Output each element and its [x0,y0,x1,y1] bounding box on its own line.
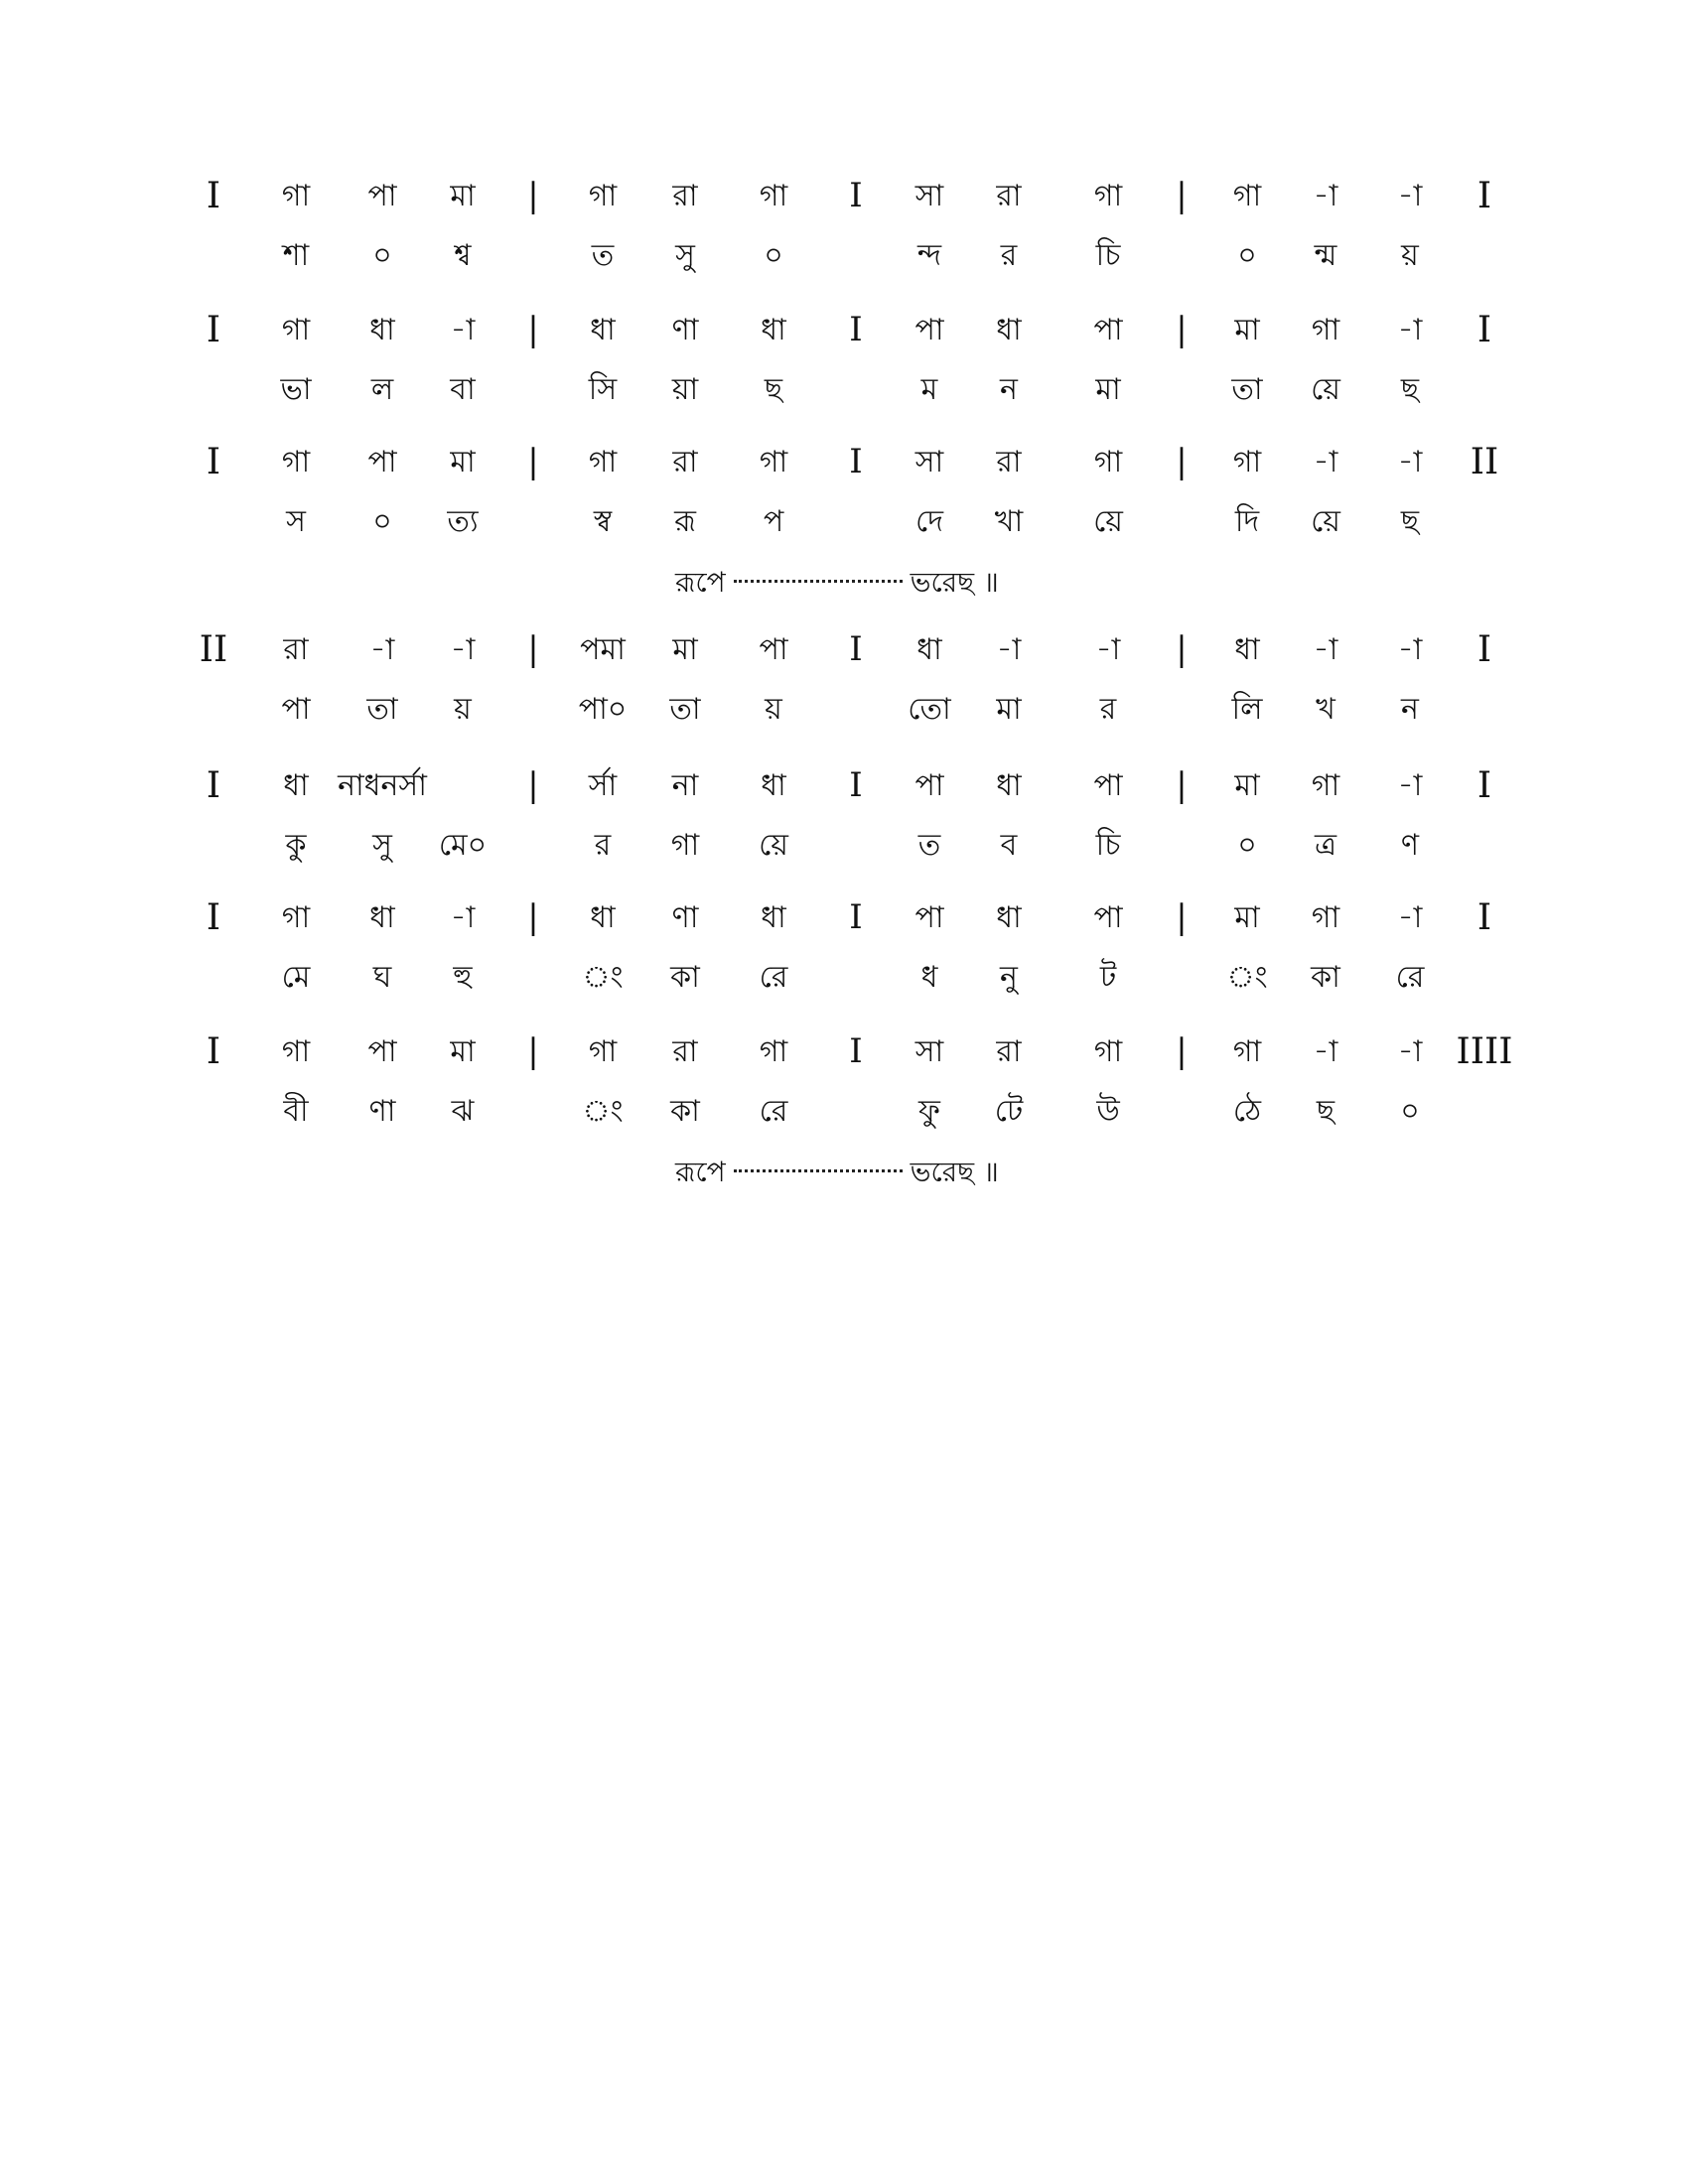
barline: | [1176,310,1188,349]
lyric-syllable: নু [1000,960,1018,995]
refrain-ellipsis [734,580,903,583]
lyric-syllable: ছ [1400,372,1420,407]
barline: I [1477,765,1492,806]
start-barline: I [206,1031,221,1072]
lyric-syllable: তো [908,692,951,727]
lyric-syllable: বা [450,372,476,407]
lyric-syllable: ঘ [372,960,392,995]
note: -া [1397,313,1423,347]
barline: | [1176,629,1188,669]
note: ধা [996,313,1022,347]
barline: | [1176,897,1188,937]
note: ণা [671,900,699,935]
note: গা [1232,1034,1262,1069]
barline: I [849,442,863,481]
refrain-end: ভরেছ ॥ [910,566,999,599]
note: মা [450,179,476,213]
lyric-syllable: কা [1311,960,1340,995]
lyric-syllable: য়ে [1311,504,1340,539]
note: গা [1093,445,1123,479]
lyric-syllable: য়া [671,372,699,407]
lyric-syllable: রূ [674,504,696,539]
note: গা [1093,1034,1123,1069]
lyric-syllable: চি [1095,238,1121,273]
note: রা [996,179,1022,213]
lyric-syllable: কা [670,1094,700,1129]
refrain-line [675,566,999,599]
refrain-end: ভরেছ ॥ [910,1156,999,1188]
note: ধা [761,900,786,935]
note: র্সা [588,768,618,803]
barline: IIII [1456,1031,1513,1072]
lyric-syllable: ০ [372,238,392,273]
lyric-syllable: হু [453,960,473,995]
note: ধা [1234,632,1260,667]
start-barline: I [206,442,221,482]
lyric-syllable: পা০ [578,692,628,727]
note: ধা [590,900,616,935]
note: পা [367,179,397,213]
refrain-line [675,1156,999,1188]
barline: | [1176,176,1188,215]
lyric-syllable: সু [675,238,695,273]
note: ধা [761,768,786,803]
lyric-syllable: ন্দ [916,238,942,273]
barline: | [1176,442,1188,481]
lyric-syllable: র [1000,238,1018,273]
lyric-syllable: ০ [1237,238,1257,273]
lyric-syllable: ধ [920,960,938,995]
barline: | [527,310,539,349]
start-barline: I [206,176,221,216]
note: -া [1313,179,1338,213]
lyric-syllable: মে [281,960,311,995]
lyric-syllable: পা [281,692,311,727]
barline: I [849,310,863,349]
lyric-syllable: র [594,828,612,863]
note: ণা [671,313,699,347]
barline: I [849,176,863,215]
lyric-syllable: ছ [1316,1094,1336,1129]
lyric-syllable: ছ [764,372,783,407]
lyric-syllable: মা [1095,372,1121,407]
note: রা [283,632,309,667]
lyric-syllable: কা [670,960,700,995]
note: ধা [996,900,1022,935]
lyric-syllable: র [1099,692,1117,727]
note: মা [450,1034,476,1069]
lyric-syllable: গা [670,828,700,863]
barline: | [527,442,539,481]
barline: | [527,629,539,669]
note: সা [914,179,944,213]
note: গা [1093,179,1123,213]
lyric-syllable: য়ে [1093,504,1123,539]
lyric-syllable: ণা [368,1094,396,1129]
note: মা [1234,768,1260,803]
lyric-syllable: ট [1099,960,1117,995]
note: -া [450,313,476,347]
barline: | [527,1031,539,1071]
note: পা [759,632,788,667]
lyric-syllable: দে [915,504,943,539]
note: ধা [369,900,395,935]
note: পা [1093,768,1123,803]
lyric-syllable: ত [591,238,615,273]
lyric-syllable: ০ [1237,828,1257,863]
note: গা [588,179,618,213]
lyric-syllable: রে [759,1094,788,1129]
note: গা [1311,900,1340,935]
note: -া [1397,900,1423,935]
lyric-syllable: ব [1000,828,1018,863]
lyric-syllable: য় [1401,238,1419,273]
note: গা [281,1034,311,1069]
lyric-syllable: ত্র [1314,828,1337,863]
note: পা [914,313,944,347]
note: গা [1232,179,1262,213]
lyric-syllable: ণ [1400,828,1420,863]
note: গা [1311,768,1340,803]
note: রা [672,1034,698,1069]
note: ধা [369,313,395,347]
note: সা [914,1034,944,1069]
lyric-syllable: ০ [1400,1094,1420,1129]
lyric-syllable: তা [1231,372,1263,407]
lyric-syllable: ত্য [447,504,479,539]
note: রা [672,445,698,479]
barline: | [527,176,539,215]
lyric-syllable: ম [920,372,938,407]
barline: | [1176,765,1188,805]
note: গা [759,445,788,479]
lyric-syllable: তা [366,692,398,727]
refrain-ellipsis [734,1169,903,1172]
lyric-syllable: স্ব [593,504,613,539]
note: পমা [580,632,626,667]
note: -া [1313,1034,1338,1069]
note: পা [367,1034,397,1069]
lyric-syllable: য় [454,692,472,727]
lyric-syllable: ং [1226,960,1268,995]
lyric-syllable: ন্ম [1314,238,1337,273]
lyric-syllable: কু [285,828,307,863]
note: -া [1313,445,1338,479]
note: গা [759,179,788,213]
barline: I [1477,629,1492,670]
note: সা [914,445,944,479]
note: -া [1397,179,1423,213]
note: গা [588,445,618,479]
refrain-start: রূপে [675,566,726,599]
barline: I [1477,176,1492,216]
note: পা [1093,313,1123,347]
note: ধা [916,632,942,667]
lyric-syllable: ০ [372,504,392,539]
note: গা [281,179,311,213]
note: -া [450,632,476,667]
lyric-syllable: ০ [764,238,783,273]
lyric-syllable: লি [1231,692,1263,727]
lyric-syllable: শ্ব [454,238,472,273]
lyric-syllable: তা [669,692,701,727]
start-barline: I [206,765,221,806]
lyric-syllable: স [286,504,306,539]
note: রা [996,1034,1022,1069]
note: গা [281,313,311,347]
note: মা [450,445,476,479]
note: গা [1311,313,1340,347]
note: পা [914,768,944,803]
lyric-syllable: বী [283,1094,309,1129]
note: -া [369,632,395,667]
lyric-syllable: উ [1096,1094,1120,1129]
lyric-syllable: মে০ [438,828,488,863]
lyric-syllable: ং [582,1094,624,1129]
lyric-syllable: য়ে [1311,372,1340,407]
note: ধা [761,313,786,347]
lyric-syllable: য় [765,692,782,727]
note: -া [450,900,476,935]
lyric-syllable: ন [1000,372,1018,407]
lyric-syllable: ছ [1400,504,1420,539]
note: মা [1234,313,1260,347]
note: গা [281,445,311,479]
note: গা [759,1034,788,1069]
lyric-syllable: খা [994,504,1024,539]
lyric-syllable: ঠে [1232,1094,1262,1129]
note: গা [1232,445,1262,479]
lyric-syllable: প [763,504,784,539]
lyric-syllable: চি [1095,828,1121,863]
barline: I [1477,897,1492,938]
barline: II [1470,442,1499,482]
lyric-syllable: ভা [280,372,312,407]
start-barline: II [199,629,228,670]
note: -া [1095,632,1121,667]
note: মা [1234,900,1260,935]
start-barline: I [206,897,221,938]
note: নাধনর্সা [338,768,427,803]
note: পা [367,445,397,479]
note: ধা [996,768,1022,803]
note: -া [996,632,1022,667]
note: পা [1093,900,1123,935]
note: -া [1313,632,1338,667]
barline: I [849,765,863,805]
note: পা [914,900,944,935]
lyric-syllable: খ [1316,692,1336,727]
barline: I [849,897,863,937]
note: রা [996,445,1022,479]
barline: I [1477,310,1492,350]
lyric-syllable: ন [1401,692,1419,727]
note: -া [1397,768,1423,803]
barline: I [849,629,863,669]
lyric-syllable: সু [372,828,392,863]
note: রা [672,179,698,213]
barline: | [527,897,539,937]
barline: | [1176,1031,1188,1071]
note: গা [588,1034,618,1069]
note: না [671,768,699,803]
lyric-syllable: য়ে [759,828,788,863]
note: গা [281,900,311,935]
lyric-syllable: ত [917,828,941,863]
lyric-syllable: দি [1234,504,1260,539]
lyric-syllable: সি [588,372,618,407]
barline: | [527,765,539,805]
note: -া [1397,632,1423,667]
lyric-syllable: টে [994,1094,1024,1129]
note: ধা [283,768,309,803]
note: মা [672,632,698,667]
lyric-syllable: শা [282,238,310,273]
note: ধা [590,313,616,347]
lyric-syllable: ং [582,960,624,995]
lyric-syllable: ল [370,372,394,407]
lyric-syllable: রে [759,960,788,995]
note: -া [1397,1034,1423,1069]
lyric-syllable: ফু [918,1094,940,1129]
barline: I [849,1031,863,1071]
refrain-start: রূপে [675,1156,726,1188]
start-barline: I [206,310,221,350]
lyric-syllable: রে [1395,960,1425,995]
lyric-syllable: ঝ [451,1094,475,1129]
lyric-syllable: মা [996,692,1022,727]
note: -া [1397,445,1423,479]
